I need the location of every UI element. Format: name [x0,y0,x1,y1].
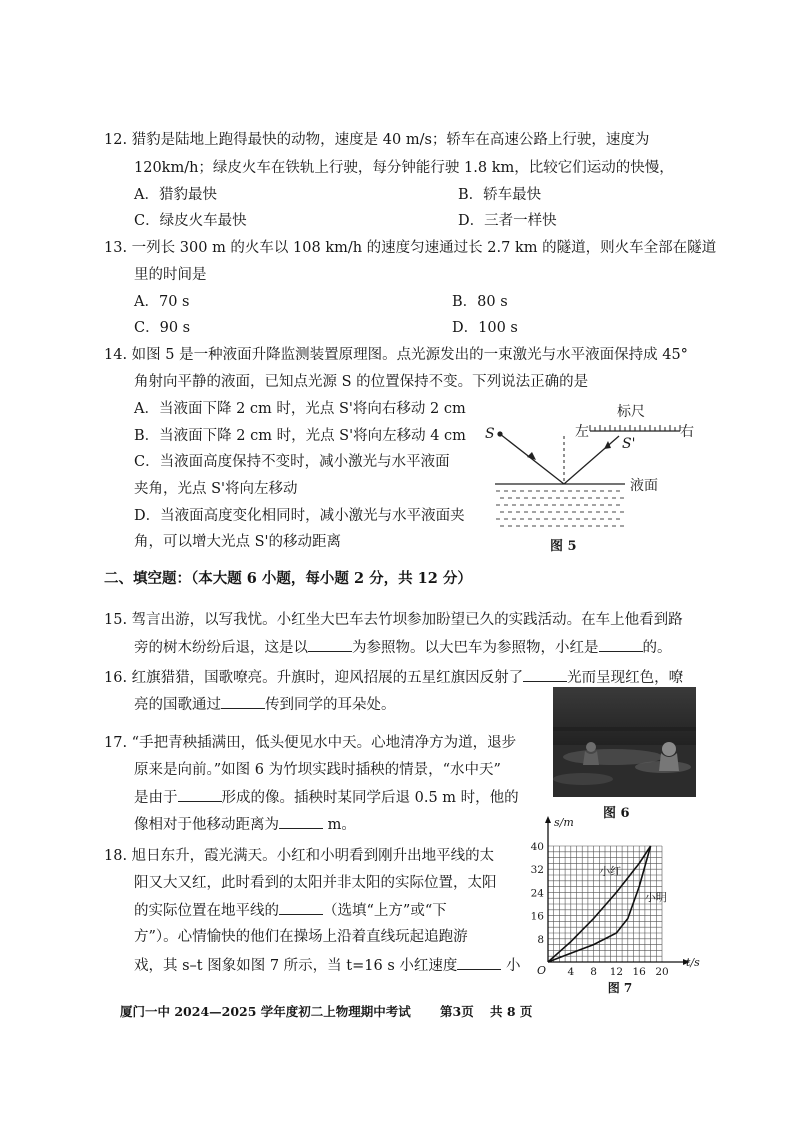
q14-option-c-line1: C．当液面高度保持不变时，减小激光与水平液面 [134,454,450,470]
q18-text-c: 戏，其 s–t 图象如图 7 所示，当 t=16 s 小红速度 [134,958,458,974]
figure-5-caption: 图 5 [550,539,577,554]
q18-blank-2 [457,955,501,970]
ruler-ticks [590,425,680,431]
series-label-1: 小红 [599,865,622,878]
q15-text-a: 旁的树木纷纷后退，这是以 [134,640,308,656]
y-tick-label: 40 [530,841,544,853]
q14-option-b: B．当液面下降 2 cm 时，光点 S'将向左移动 4 cm [134,428,466,444]
rice-planting-photo [553,687,696,797]
q17-blank-1 [178,787,222,802]
q15-line2 [134,637,672,658]
q12-line1: 12. 猎豹是陆地上跑得最快的动物，速度是 40 m/s；轿车在高速公路上行驶，速度为 [104,132,650,148]
q17-line1: 17. “手把青秧插满田，低头便见水中天。心地清净方为道，退步 [104,735,517,751]
q18-text-d: 小 [501,958,521,974]
section-fill-in-heading: 二、填空题：（本大题 6 小题，每小题 2 分，共 12 分） [104,570,472,587]
q13-option-c: C．90 s [134,320,191,336]
x-tick-label: 4 [567,966,575,978]
q12-option-d: D．三者一样快 [458,213,557,229]
q14-option-d-line2: 角，可以增大光点 S'的移动距离 [134,534,342,550]
q18-line2: 阳又大又红，此时看到的太阳并非太阳的实际位置，太阳 [134,875,497,891]
source-label: S [485,426,495,442]
q18-line1: 18. 旭日东升，霞光满天。小红和小明看到刚升出地平线的太 [104,848,495,864]
figure-7-st-chart [528,812,718,994]
q15-text-b: 为参照物。以大巴车为参照物，小红是 [352,640,599,656]
x-tick-label: 20 [655,966,669,978]
footer-page-number: 第3页 [440,1004,474,1019]
q14-line1: 14. 如图 5 是一种液面升降监测装置原理图。点光源发出的一束激光与水平液面保持成 45° [104,347,688,363]
q16-blank-2 [221,694,265,709]
footer-exam-title: 厦门一中 2024—2025 学年度初二上物理期中考试 [120,1004,411,1019]
q15-line1: 15. 驾言出游，以写我忧。小红坐大巴车去竹坝参加盼望已久的实践活动。在车上他看到路 [104,612,683,628]
q17-line3 [134,787,519,808]
q18-line4: 方”）。心情愉快的他们在操场上沿着直线玩起追跑游 [134,929,468,945]
y-axis-arrow [545,816,551,823]
figure-6-caption: 图 6 [603,806,630,821]
q17-line4 [134,814,356,835]
y-tick-label: 32 [530,864,544,877]
liquid-hatching [496,491,624,526]
q17-text-d: m。 [323,817,356,833]
q16-line1 [104,667,683,688]
q14-option-d-line1: D．当液面高度变化相同时，减小激光与水平液面夹 [134,508,465,524]
figure-6-photo [553,687,696,797]
q17-line2: 原来是向前。”如图 6 为竹坝实践时插秧的情景，“水中天” [134,762,501,778]
q18-line3 [134,900,447,921]
q18-text-b: （选填“上方”或“下 [323,903,447,919]
x-axis-label: t/s [686,956,700,969]
q18-text-a: 的实际位置在地平线的 [134,903,279,919]
q12-line2: 120km/h；绿皮火车在铁轨上行驶，每分钟能行驶 1.8 km，比较它们运动的快慢， [134,160,674,176]
incident-ray [500,434,564,484]
ruler-label: 标尺 [617,404,645,420]
y-tick-label: 16 [530,910,544,923]
liquid-surface-label: 液面 [630,478,658,494]
q13-option-a: A．70 s [134,294,190,310]
q12-option-b: B．轿车最快 [458,187,542,203]
y-axis-label: s/m [554,816,574,829]
q14-line2: 角射向平静的液面，已知点光源 S 的位置保持不变。下列说法正确的是 [134,374,589,390]
q13-line1: 13. 一列长 300 m 的火车以 108 km/h 的速度匀速通过长 2.7 km 的隧道，则火车全部在隧道 [104,240,717,256]
q12-option-a: A．猎豹最快 [134,187,217,203]
q16-text-c: 亮的国歌通过 [134,697,221,713]
q18-blank-1 [279,900,323,915]
origin-label: O [537,964,547,977]
q18-line5 [134,955,520,976]
q14-option-a: A．当液面下降 2 cm 时，光点 S'将向右移动 2 cm [134,401,466,417]
q12-option-c: C．绿皮火车最快 [134,213,247,229]
q16-text-b: 光而呈现红色，嘹 [567,670,684,686]
y-tick-label: 8 [537,933,544,946]
q16-blank-1 [523,667,567,682]
spot-label: S' [622,436,636,452]
figure-7-caption: 图 7 [607,981,633,994]
x-tick-label: 12 [609,966,624,978]
q16-line2 [134,694,396,715]
q17-text-c: 像相对于他移动距离为 [134,817,279,833]
series-label-2: 小明 [644,891,667,905]
q13-option-d: D．100 s [452,320,518,336]
ruler-right-label: 右 [680,424,694,440]
q17-text-a: 是由于 [134,790,178,806]
footer-total-pages: 共 8 页 [490,1004,533,1019]
q15-text-c: 的。 [642,640,672,656]
ruler-left-label: 左 [575,424,589,440]
q17-blank-2 [279,814,323,829]
y-tick-label: 24 [530,887,544,900]
figure-5-diagram [480,396,710,556]
q15-blank-1 [308,637,352,652]
x-tick-label: 8 [590,966,597,978]
q13-line2: 里的时间是 [134,267,207,283]
q15-blank-2 [599,637,643,652]
q16-text-d: 传到同学的耳朵处。 [265,697,396,713]
q16-text-a: 16. 红旗猎猎，国歌嘹亮。升旗时，迎风招展的五星红旗因反射了 [104,670,524,686]
x-tick-label: 16 [632,966,646,978]
reflected-ray [564,436,619,484]
q13-option-b: B．80 s [452,294,508,310]
q14-option-c-line2: 夹角，光点 S'将向左移动 [134,481,298,497]
q17-text-b: 形成的像。插秧时某同学后退 0.5 m 时，他的 [221,790,519,806]
reflected-arrow [604,441,611,449]
